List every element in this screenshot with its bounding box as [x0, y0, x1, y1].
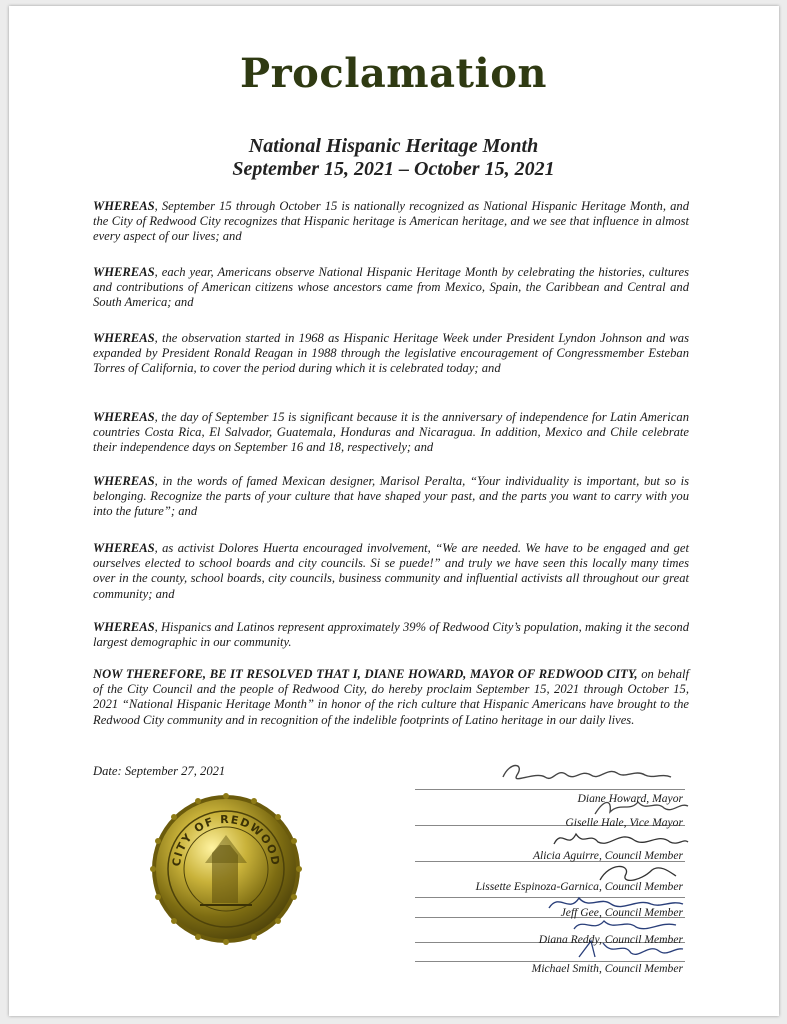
paragraph-text: , Hispanics and Latinos represent approximately 39% of Redwood City’s population, making it the second largest demographic in our community.	[93, 620, 689, 650]
subtitle-line-2: September 15, 2021 – October 15, 2021	[232, 158, 555, 180]
seal-text: CITY OF REDWOOD	[169, 812, 283, 868]
paragraph-text: , the day of September 15 is significant because it is the anniversary of independence for Latin American countries Costa Rica, El Salvador, Guatemala, Honduras and Nicaragua. In addition, Mexico and Chile celebrate their independence days on September 16 and 18, respectively; and	[93, 410, 689, 455]
whereas-paragraph	[93, 331, 689, 377]
whereas-paragraph	[93, 620, 689, 650]
resolution-paragraph	[93, 667, 689, 728]
whereas-label: WHEREAS	[93, 265, 155, 279]
signatory-name: Alicia Aguirre, Council Member	[532, 849, 683, 862]
signatory-name: Michael Smith, Council Member	[531, 962, 683, 975]
signatory-name: Lissette Espinoza-Garnica, Council Member	[475, 880, 683, 893]
whereas-label: WHEREAS	[93, 199, 155, 213]
whereas-label: WHEREAS	[93, 541, 155, 555]
city-seal	[150, 793, 302, 945]
whereas-paragraph	[93, 265, 689, 311]
whereas-paragraph	[93, 474, 689, 520]
signatory-name: Giselle Hale, Vice Mayor	[565, 816, 683, 829]
signatory-name: Diane Howard, Mayor	[577, 792, 683, 805]
whereas-paragraph	[93, 410, 689, 456]
paragraph-text: , as activist Dolores Huerta encouraged involvement, “We are needed. We have to be engaged and get ourselves elected to school boards and city councils. Si se puede!” and truly we have seen this locally many times over in the county, school boards, city councils, business community and influential activists all throughout our great community; and	[93, 541, 689, 601]
paragraph-text: on behalf of the City Council and the people of Redwood City, do hereby proclaim September 15, 2021 through October 15, 2021 “National Hispanic Heritage Month” in honor of the rich culture that Hispanic Americans have brought to the Redwood City community and in recognition of the indelible footprints of Latino heritage in our daily lives.	[93, 667, 690, 727]
signatory-name: Jeff Gee, Council Member	[560, 906, 683, 919]
subtitle-line-1: National Hispanic Heritage Month	[248, 135, 539, 157]
mayor-signature	[495, 757, 675, 793]
paragraph-text: , the observation started in 1968 as Hispanic Heritage Week under President Lyndon Johnson and was expanded by President Ronald Reagan in 1988 through the legislative encouragement of Congressmember Esteban Torres of California, to cover the period during which it is celebrated today; and	[93, 331, 689, 376]
paragraph-text: , September 15 through October 15 is nationally recognized as National Hispanic Heritage Month, and the City of Redwood City recognizes that Hispanic heritage is American heritage, and we see that influence in almost every aspect of our lives; and	[93, 199, 689, 244]
paragraph-text: , in the words of famed Mexican designer, Marisol Peralta, “Your individuality is important, but so is belonging. Recognize the parts of your culture that have shaped your past, and the parts you want to carry with you into the future”; and	[93, 474, 689, 519]
page-title: Proclamation	[240, 50, 547, 97]
signatory-name: Diana Reddy, Council Member	[538, 933, 683, 946]
paragraph-text: , each year, Americans observe National Hispanic Heritage Month by celebrating the histories, cultures and contributions of American citizens whose ancestors came from Mexico, Spain, the Caribbean and Central and South America; and	[93, 265, 689, 310]
whereas-paragraph	[93, 541, 689, 602]
whereas-label: WHEREAS	[93, 474, 155, 488]
whereas-label: WHEREAS	[93, 331, 155, 345]
whereas-label: WHEREAS	[93, 410, 155, 424]
resolution-label: NOW THEREFORE, BE IT RESOLVED THAT I, DIANE HOWARD, MAYOR OF REDWOOD CITY,	[93, 667, 638, 681]
whereas-paragraph	[93, 199, 689, 245]
proclamation-date: Date: September 27, 2021	[93, 764, 226, 778]
whereas-label: WHEREAS	[93, 620, 155, 634]
